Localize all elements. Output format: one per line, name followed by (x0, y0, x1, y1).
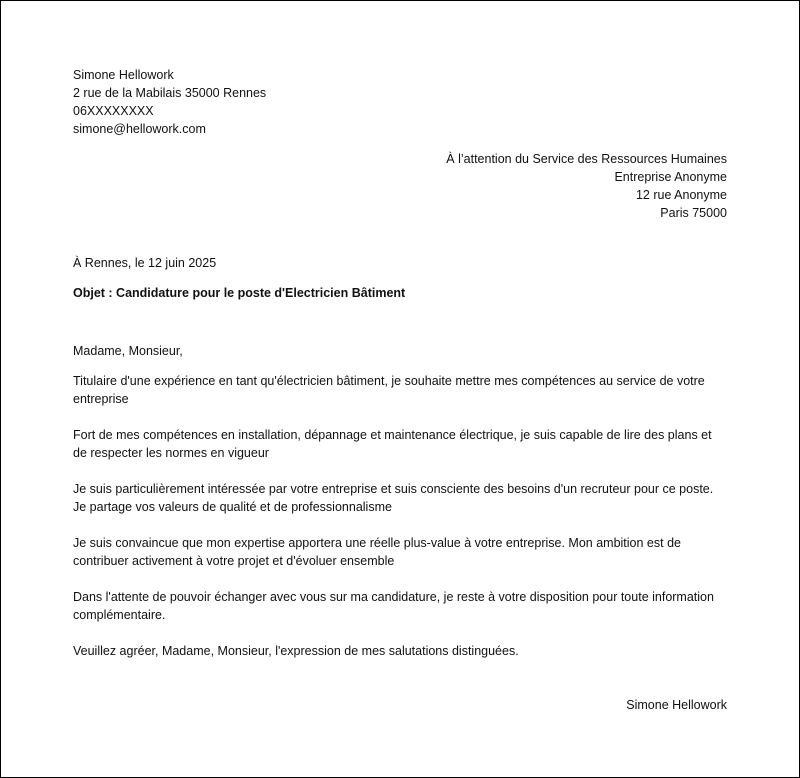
sender-name: Simone Hellowork (73, 68, 174, 82)
paragraph-text: Veuillez agréer, Madame, Monsieur, l'expression de mes salutations distinguées. (73, 644, 519, 658)
recipient-block (73, 150, 727, 222)
subject-text: Objet : Candidature pour le poste d'Electricien Bâtiment (73, 286, 406, 300)
paragraph-text: Fort de mes compétences en installation, dépannage et maintenance électrique, je suis capable de lire des plans et de respecter les normes en vigueur (73, 428, 712, 460)
signature-name: Simone Hellowork (626, 698, 727, 712)
date-place-text: À Rennes, le 12 juin 2025 (73, 256, 217, 270)
subject-line (73, 284, 727, 302)
recipient-street: 12 rue Anonyme (635, 188, 727, 202)
date-place (73, 254, 727, 272)
paragraph-text: Dans l'attente de pouvoir échanger avec vous sur ma candidature, je reste à votre disposition pour toute information complémentaire. (73, 590, 714, 622)
recipient-company: Entreprise Anonyme (614, 170, 727, 184)
body-paragraph-1 (73, 372, 727, 408)
recipient-attention: À l’attention du Service des Ressources Humaines (446, 152, 727, 166)
body-paragraph-4 (73, 534, 727, 570)
paragraph-text: Je suis particulièrement intéressée par votre entreprise et suis consciente des besoins d'un recruteur pour ce poste. Je partage vos valeurs de qualité et de professionnalisme (73, 482, 714, 514)
closing-formula (73, 642, 727, 660)
paragraph-text: Je suis convaincue que mon expertise apportera une réelle plus-value à votre entreprise. Mon ambition est de contribuer activement à votre projet et d'évoluer ensemble (73, 536, 681, 568)
paragraph-text: Titulaire d'une expérience en tant qu'électricien bâtiment, je souhaite mettre mes compétences au service de votre entreprise (73, 374, 705, 406)
sender-block (73, 66, 727, 138)
sender-address: 2 rue de la Mabilais 35000 Rennes (73, 86, 267, 100)
body-paragraph-2 (73, 426, 727, 462)
body-paragraph-3 (73, 480, 727, 516)
sender-email: simone@hellowork.com (73, 122, 206, 136)
salutation (73, 342, 727, 360)
body-paragraph-5 (73, 588, 727, 624)
sender-phone: 06XXXXXXXX (73, 104, 154, 118)
salutation-text: Madame, Monsieur, (73, 344, 183, 358)
signature (73, 696, 727, 714)
recipient-city: Paris 75000 (660, 206, 727, 220)
